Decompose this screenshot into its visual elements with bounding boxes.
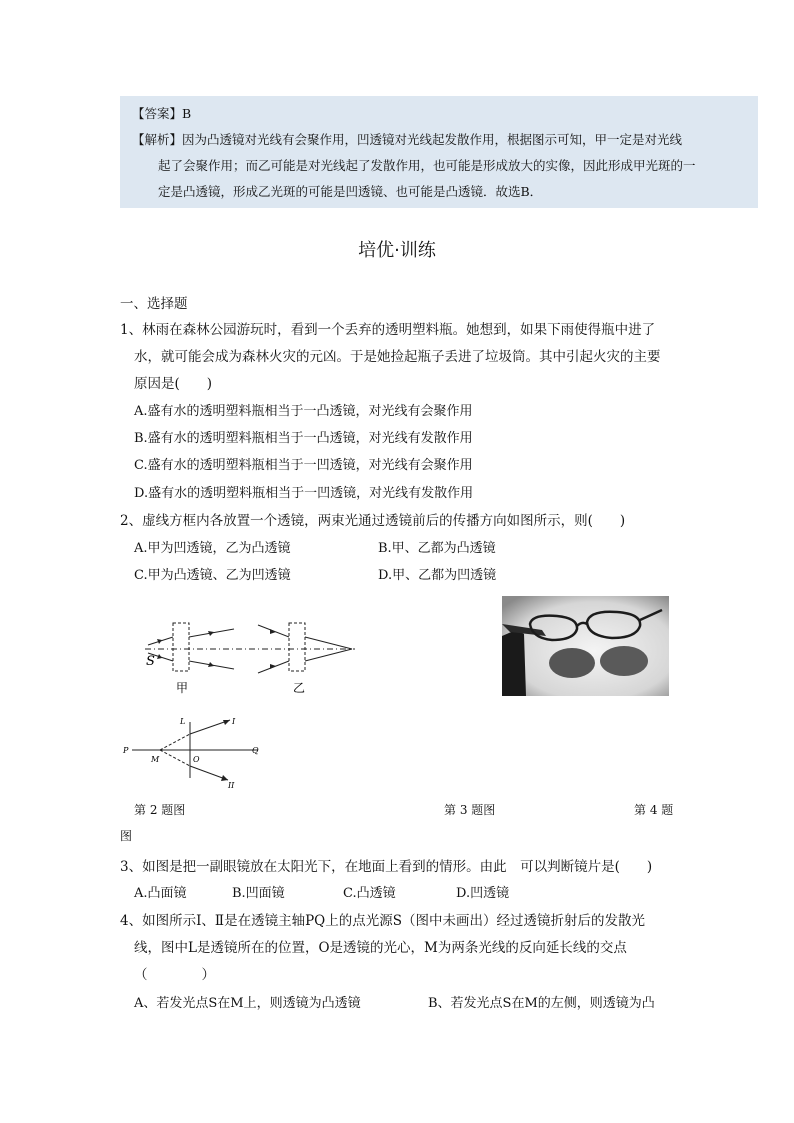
q2-option-a: A.甲为凹透镜，乙为凸透镜 [134,541,291,556]
q1-line-2: 水，就可能会成为森林火灾的元凶。于是她捡起瓶子丢进了垃圾筒。其中引起火灾的主要 [134,349,661,365]
q3-line-1: 3、如图是把一副眼镜放在太阳光下，在地面上看到的情形。由此 可以判断镜片是( ) [120,859,653,875]
analysis-text-1: 因为凸透镜对光线有会聚作用，凹透镜对光线起发散作用，根据图示可知，甲一定是对光线 [182,132,683,147]
label-ii: II [228,781,235,790]
q4-line-2: 线，图中L是透镜所在的位置，O是透镜的光心，M为两条光线的反向延长线的交点 [134,940,627,956]
label-s: S [146,654,155,669]
answer-box [120,96,758,208]
lens-box-jia [173,623,189,671]
q1-option-c: C.盛有水的透明塑料瓶相当于一凹透镜，对光线有会聚作用 [134,458,473,473]
q1-line-3: 原因是( ) [134,376,213,392]
ray-yi-out-2 [305,649,352,661]
lens-box-yi [289,623,305,671]
figure-2-lens-diagram [140,615,360,700]
q1-line-1: 1、林雨在森林公园游玩时，看到一个丢弃的透明塑料瓶。她想到，如果下雨使得瓶中进了 [120,322,656,338]
q2-option-d: D.甲、乙都为凹透镜 [378,568,497,583]
caption-figure-4-wrap: 图 [120,829,133,843]
analysis-line-1 [132,126,748,153]
light-spot-yi [600,646,648,676]
q4-option-b: B、若发光点S在M的左侧，则透镜为凸 [428,996,655,1011]
arrow-ray-i [223,720,230,725]
answer-label: 【答案】 [132,106,183,121]
q2-line-1: 2、虚线方框内各放置一个透镜，两束光通过透镜前后的传播方向如图所示，则( ) [120,513,626,529]
label-i: I [232,717,236,726]
extension-ray-2 [160,750,190,766]
q4-line-3: （ ） [134,967,215,983]
figure-3-glasses-photo [502,596,669,696]
photo-background [502,596,669,696]
caption-figure-2: 第 2 题图 [134,803,186,817]
q2-option-c: C.甲为凸透镜、乙为凹透镜 [134,568,291,583]
section-heading: 一、选择题 [120,296,188,312]
figure-4-lens-diagram [120,712,270,792]
label-l: L [180,717,186,726]
q3-option-b: B.凹面镜 [232,886,285,901]
label-o: O [193,755,200,764]
shadow-left-object [502,630,526,696]
caption-figure-4: 第 4 题 [634,803,674,817]
analysis-line-3: 定是凸透镜，形成乙光斑的可能是凹透镜、也可能是凸透镜．故选B． [158,184,543,199]
arrow-ray-ii [221,775,228,781]
analysis-line-2: 起了会聚作用；而乙可能是对光线起了发散作用，也可能是形成放大的实像，因此形成甲光斑的一 [158,158,696,173]
q4-option-a: A、若发光点S在M上，则透镜为凸透镜 [134,996,361,1011]
analysis-label: 【解析】 [132,132,183,147]
q3-option-a: A.凸面镜 [134,886,187,901]
label-q: Q [252,746,259,755]
extension-ray-1 [160,734,190,750]
q1-option-b: B.盛有水的透明塑料瓶相当于一凸透镜，对光线有发散作用 [134,431,473,446]
answer-value: B [182,106,192,121]
section-title: 培优·训练 [358,240,436,261]
light-spot-jia [549,648,595,678]
q4-line-1: 4、如图所示Ⅰ、Ⅱ是在透镜主轴PQ上的点光源S（图中未画出）经过透镜折射后的发散光 [120,913,645,929]
ray-yi-out-1 [305,637,352,649]
q3-option-d: D.凹透镜 [456,886,510,901]
q1-option-d: D.盛有水的透明塑料瓶相当于一凹透镜，对光线有发散作用 [134,486,474,501]
label-jia: 甲 [176,681,189,695]
answer-line [132,100,748,127]
caption-figure-3: 第 3 题图 [444,803,496,817]
q3-option-c: C.凸透镜 [343,886,396,901]
label-p: P [123,746,129,755]
q2-option-b: B.甲、乙都为凸透镜 [378,541,496,556]
q1-option-a: A.盛有水的透明塑料瓶相当于一凸透镜，对光线有会聚作用 [134,404,473,419]
label-m: M [151,755,160,764]
label-yi: 乙 [293,681,306,695]
